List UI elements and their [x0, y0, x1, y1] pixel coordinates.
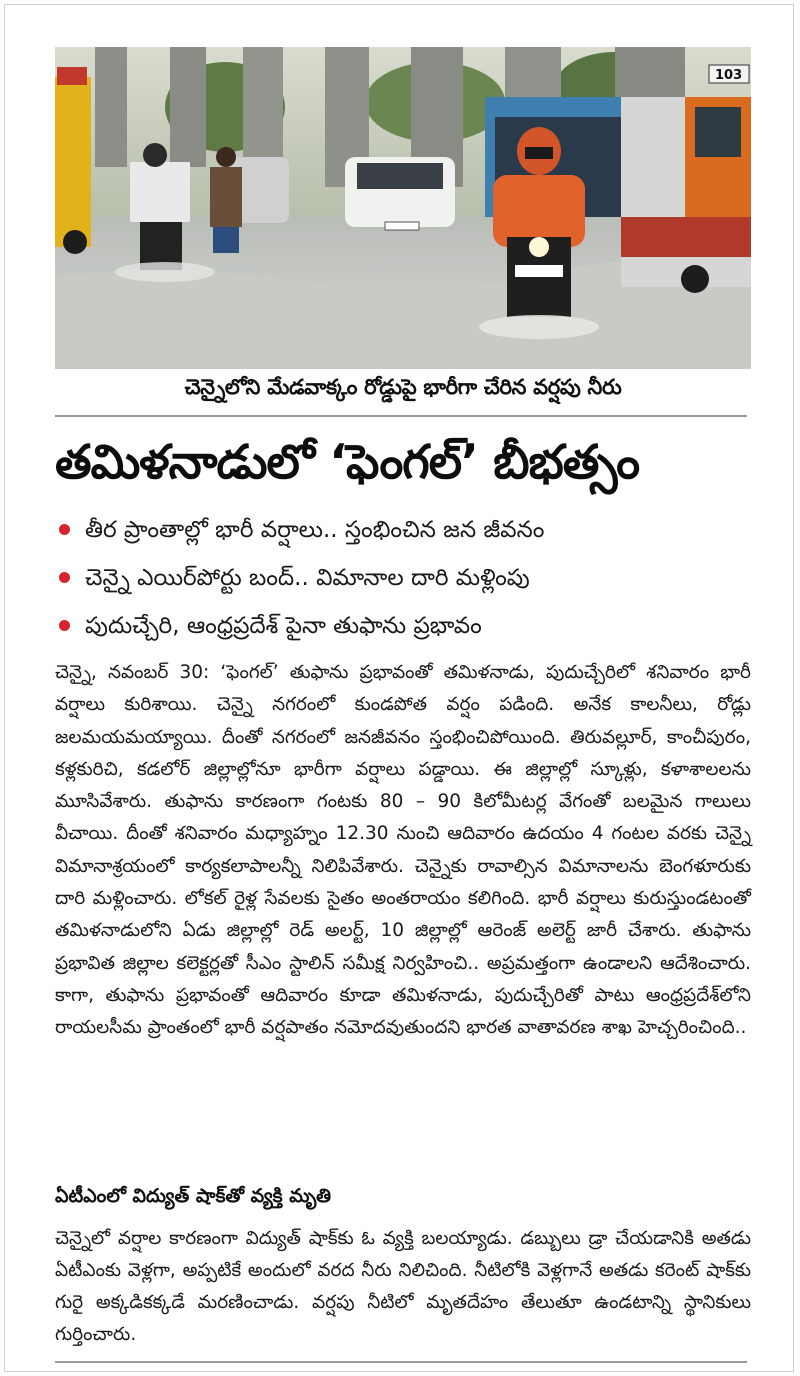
- bottom-divider: [55, 1361, 747, 1363]
- highlights-list: [55, 510, 755, 654]
- photo-caption: చెన్నైలోని మేడవాక్కం రోడ్డుపై భారీగా చేరిన వర్షపు నీరు: [184, 375, 622, 399]
- bullet-dot: [59, 524, 70, 535]
- bullet-dot: [59, 572, 70, 583]
- highlight-item: [55, 510, 755, 558]
- flooded-road-photo: [55, 47, 751, 369]
- article-body-secondary: చెన్నైలో వర్షాల కారణంగా విద్యుత్ షాక్‌కు ఓ వ్యక్తి బలయ్యాడు. డబ్బులు డ్రా చేయడానికి అతడు ఏటీఎంకు వెళ్లగా, అప్పటికే అందులో వరద నీరు నిలిచింది. నీటిలోకి వెళ్లగానే అతడు కరెంట్ షాక్‌కు గురై అక్కడికక్కడే మరణించాడు. వర్షపు నీటిలో మృతదేహం తేలుతూ ఉండటాన్ని స్థానికులు గుర్తించారు.: [55, 1228, 751, 1345]
- highlight-item: [55, 558, 755, 606]
- sub-headline: ఏటీఎంలో విద్యుత్ షాక్‌తో వ్యక్తి మృతి: [55, 1185, 332, 1207]
- highlight-text: తీర ప్రాంతాల్లో భారీ వర్షాలు.. స్తంభించిన జన జీవనం: [85, 517, 545, 543]
- flooded-road-illustration: [55, 47, 751, 369]
- highlight-text: పుదుచ్చేరి, ఆంధ్రప్రదేశ్ పైనా తుఫాను ప్రభావం: [85, 613, 482, 639]
- newspaper-clipping: [4, 4, 794, 1372]
- caption-divider: [55, 415, 747, 417]
- highlight-item: [55, 606, 755, 654]
- headline: తమిళనాడులో ‘ఫెంగల్’ బీభత్సం: [55, 435, 640, 490]
- bullet-dot: [59, 620, 70, 631]
- article-body: చెన్నై, నవంబర్ 30: ‘ఫెంగల్’ తుఫాను ప్రభావంతో తమిళనాడు, పుదుచ్చేరిలో శనివారం భారీ వర్షాలు కురిశాయి. చెన్నై నగరంలో కుండపోత వర్షం పడింది. అనేక కాలనీలు, రోడ్లు జలమయమయ్యాయి. దీంతో నగరంలో జనజీవనం స్తంభించిపోయింది. తిరువల్లూర్, కాంచీపురం, కళ్లకురిచి, కడలోర్ జిల్లాల్లోనూ భారీగా వర్షాలు పడ్డాయి. ఈ జిల్లాల్లో స్కూళ్లు, కళాశాలలను మూసివేశారు. తుఫాను కారణంగా గంటకు 80 – 90 కిలోమీటర్ల వేగంతో బలమైన గాలులు వీచాయి. దీంతో శనివారం మధ్యాహ్నం 12.30 నుంచి ఆదివారం ఉదయం 4 గంటల వరకు చెన్నై విమానాశ్రయంలో కార్యకలాపాలన్నీ నిలిపివేశారు. చెన్నైకు రావాల్సిన విమానాలను బెంగళూరుకు దారి మళ్లించారు. లోకల్ రైళ్ల సేవలకు సైతం అంతరాయం కలిగింది. భారీ వర్షాలు కురుస్తుండటంతో తమిళనాడులోని ఏడు జిల్లాల్లో రెడ్ అలర్ట్, 10 జిల్లాల్లో ఆరెంజ్ అలెర్ట్ జారీ చేశారు. తుఫాను ప్రభావిత జిల్లాల కలెక్టర్లతో సీఎం స్టాలిన్ సమీక్ష నిర్వహించి.. అప్రమత్తంగా ఉండాలని ఆదేశించారు. కాగా, తుఫాను ప్రభావంతో ఆదివారం కూడా తమిళనాడు, పుదుచ్చేరితో పాటు ఆంధ్రప్రదేశ్‌లోని రాయలసీమ ప్రాంతంలో భారీ వర్షపాతం నమోదవుతుందని భారత వాతావరణ శాఖ హెచ్చరించింది..: [55, 662, 751, 1039]
- highlight-text: చెన్నై ఎయిర్‌పోర్టు బంద్.. విమానాల దారి మళ్లింపు: [85, 565, 530, 591]
- truck-number-plate: 103: [715, 68, 743, 83]
